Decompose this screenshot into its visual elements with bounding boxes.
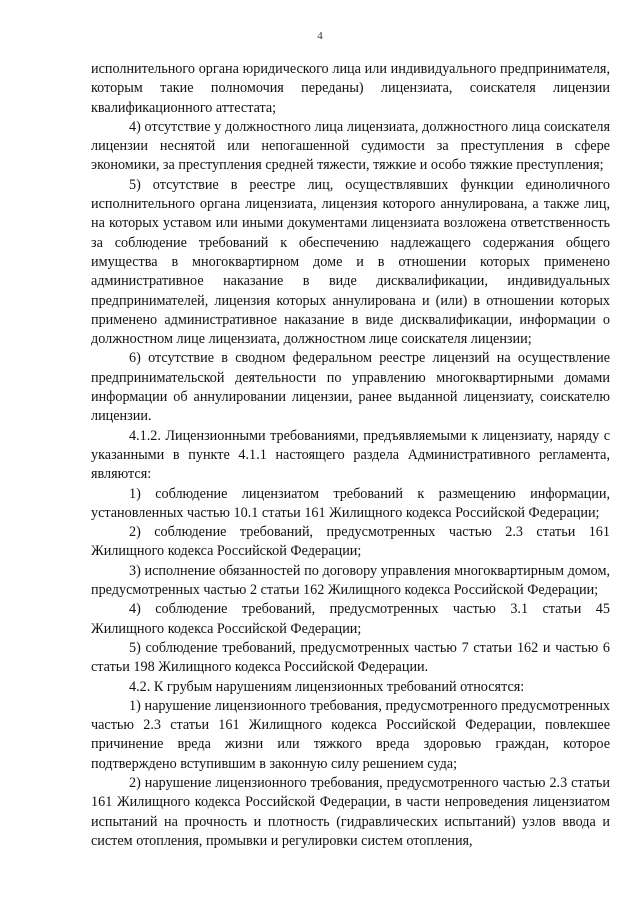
paragraph-continuation: исполнительного органа юридического лица или индивидуального предпринимателя, которым такие полномочия переданы) лицензиата, соискателя лицензии квалификационного аттестата; — [91, 61, 610, 116]
paragraph-item-6: 6) отсутствие в сводном федеральном реестре лицензий на осуществление предпринимательской деятельности по управлению многоквартирными домами информации об аннулировании лицензии, ранее выданной лицензиату, соискателю лицензии. — [91, 350, 610, 425]
paragraph-req-3: 3) исполнение обязанностей по договору управления многоквартирным домом, предусмотренных частью 2 статьи 162 Жилищного кодекса Российской Федерации; — [91, 562, 610, 599]
paragraph-req-4: 4) соблюдение требований, предусмотренных частью 3.1 статьи 45 Жилищного кодекса Российской Федерации; — [91, 601, 610, 637]
paragraph-violation-2: 2) нарушение лицензионного требования, предусмотренного частью 2.3 статьи 161 Жилищного кодекса Российской Федерации, в части непроведения лицензиатом испытаний на прочность и плотность (гидравлических испытаний) узлов ввода и систем отопления, промывки и регулировки систем отопления, — [91, 774, 610, 849]
paragraph-req-2: 2) соблюдение требований, предусмотренных частью 2.3 статьи 161 Жилищного кодекса Российской Федерации; — [91, 524, 610, 560]
page-number: 4 — [317, 30, 323, 42]
paragraph-section-4-2: 4.2. К грубым нарушениям лицензионных требований относятся: — [129, 678, 525, 695]
paragraph-section-4-1-2: 4.1.2. Лицензионными требованиями, предъявляемыми к лицензиату, наряду с указанными в пункте 4.1.1 настоящего раздела Административного регламента, являются: — [91, 427, 610, 483]
paragraph-violation-1: 1) нарушение лицензионного требования, предусмотренного предусмотренных частью 2.3 статьи 161 Жилищного кодекса Российской Федерации, повлекшее причинение вреда жизни или тяжкого вреда здоровью граждан, которое подтверждено вступившим в законную силу решением суда; — [91, 697, 610, 772]
document-body — [91, 60, 610, 851]
paragraph-item-5: 5) отсутствие в реестре лиц, осуществлявших функции единоличного исполнительного органа лицензиата, лицензия которого аннулирована, а также лиц, на которых уставом или иными документами лицензиата возложена ответственность за соблюдение требований к обеспечению надлежащего содержания общего имущества в многоквартирном доме и в отношении которых применено административное наказание в виде дисквалификации, индивидуальных предпринимателей, лицензия которых аннулирована и (или) в отношении которых применено административное наказание в виде дисквалификации, информации о должностном лице лицензиата, должностном лице соискателя лицензии; — [91, 176, 610, 348]
paragraph-req-1: 1) соблюдение лицензиатом требований к размещению информации, установленных частью 10.1 статьи 161 Жилищного кодекса Российской Федерации; — [91, 485, 610, 521]
paragraph-item-4: 4) отсутствие у должностного лица лицензиата, должностного лица соискателя лицензии неснятой или непогашенной судимости за преступления в сфере экономики, за преступления средней тяжести, тяжкие и особо тяжкие преступления; — [91, 118, 610, 174]
paragraph-req-5: 5) соблюдение требований, предусмотренных частью 7 статьи 162 и частью 6 статьи 198 Жилищного кодекса Российской Федерации. — [91, 639, 610, 676]
